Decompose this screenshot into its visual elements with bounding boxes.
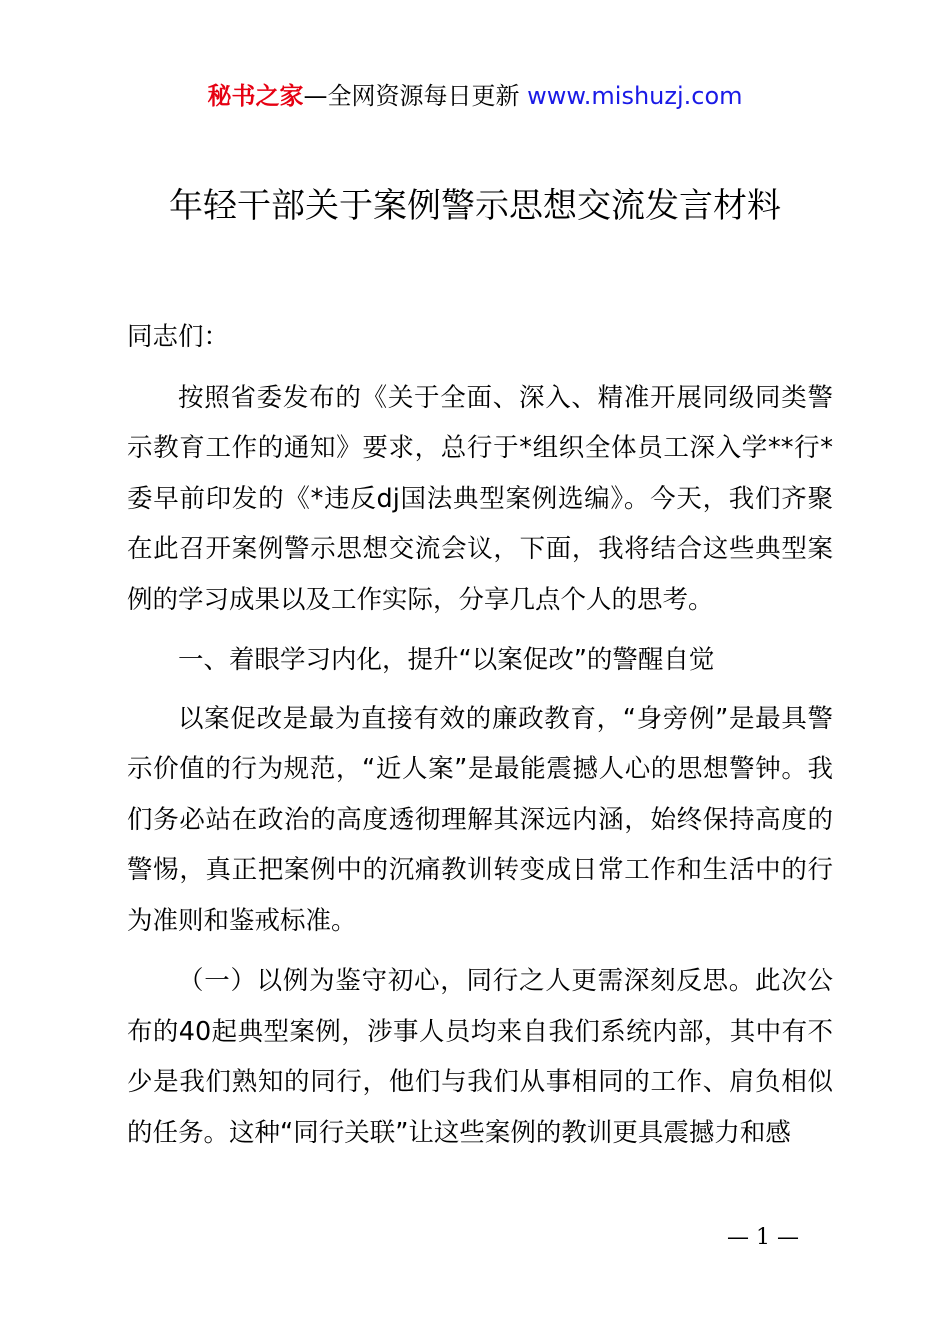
paragraph-section-1: 以案促改是最为直接有效的廉政教育，“身旁例”是最具警示价值的行为规范，“近人案”是最能震撼人心的思想警钟。我们务必站在政治的高度透彻理解其深远内涵，始终保持高度的警惕，真正把案例中的沉痛教训转变成日常工作和生活中的行为准则和鉴戒标准。	[127, 703, 833, 936]
salutation: 同志们：	[127, 322, 230, 352]
section-heading-1: 一、着眼学习内化，提升“以案促改”的警醒自觉	[178, 645, 715, 675]
site-header	[0, 80, 950, 112]
document-title: 年轻干部关于案例警示思想交流发言材料	[169, 186, 781, 226]
document-body	[127, 312, 833, 1168]
site-brand: 秘书之家	[207, 82, 304, 110]
paragraph-intro: 按照省委发布的《关于全面、深入、精准开展同级同类警示教育工作的通知》要求，总行于*组织全体员工深入学**行*委早前印发的《*违反dj国法典型案例选编》。今天，我们齐聚在此召开案例警示思想交流会议，下面，我将结合这些典型案例的学习成果以及工作实际，分享几点个人的思考。	[127, 382, 833, 615]
site-url-link[interactable]: www.mishuzj.com	[527, 82, 743, 110]
paragraph-subsection-1: （一）以例为鉴守初心，同行之人更需深刻反思。此次公布的40起典型案例，涉事人员均来自我们系统内部，其中有不少是我们熟知的同行，他们与我们从事相同的工作、肩负相似的任务。这种“同行关联”让这些案例的教训更具震撼力和感	[127, 966, 833, 1148]
site-slogan: —全网资源每日更新	[303, 82, 528, 110]
page-number: — 1 —	[727, 1225, 799, 1250]
